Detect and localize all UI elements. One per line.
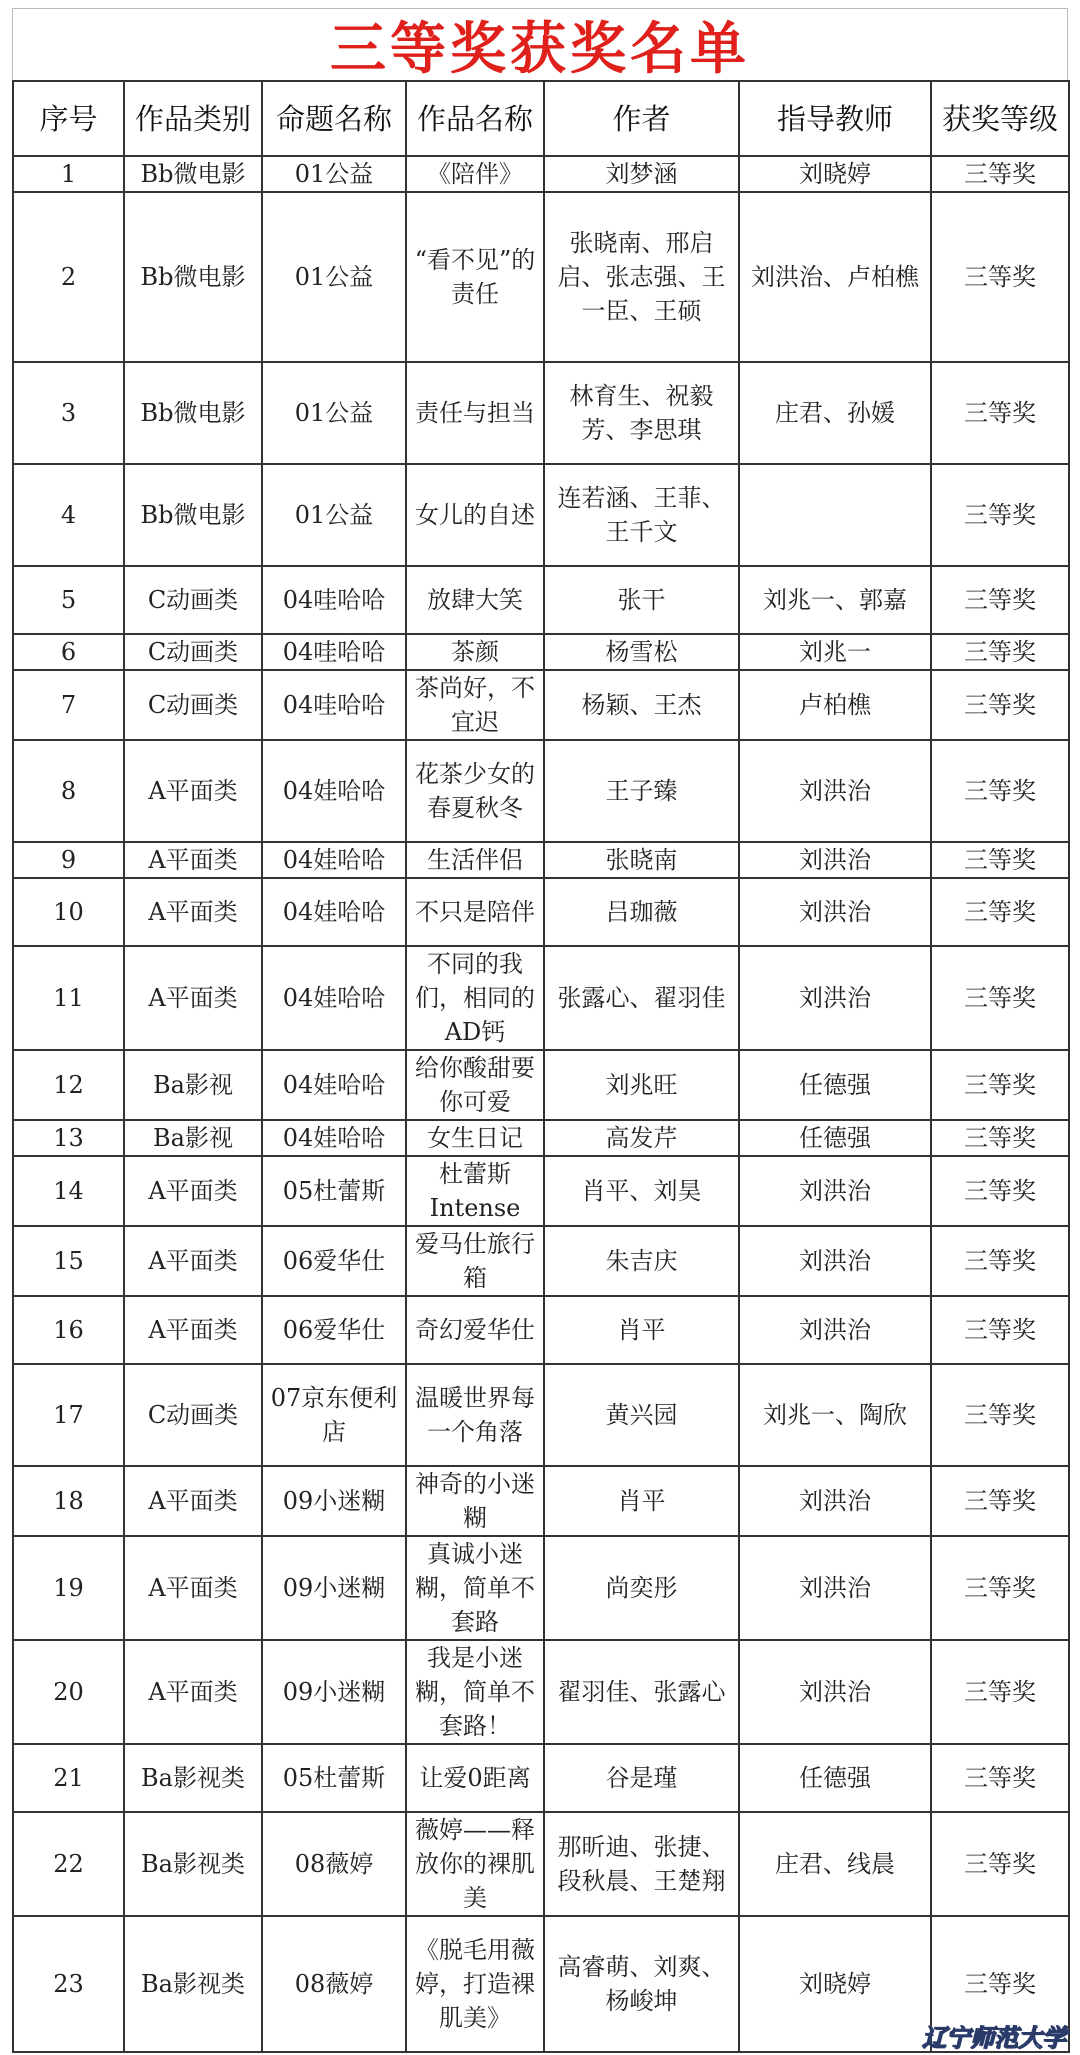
- table-row: [13, 842, 1069, 878]
- cell-level: 三等奖: [931, 566, 1069, 634]
- page-title: 三等奖获奖名单: [12, 8, 1068, 80]
- cell-category: Bb微电影: [124, 192, 262, 362]
- cell-no: 23: [13, 1916, 124, 2052]
- cell-author: 那昕迪、张捷、段秋晨、王楚翔: [544, 1812, 739, 1916]
- table-row: [13, 1812, 1069, 1916]
- table-row: [13, 740, 1069, 842]
- cell-no: 10: [13, 878, 124, 946]
- cell-topic: 04娃哈哈: [262, 1050, 406, 1120]
- cell-level: 三等奖: [931, 740, 1069, 842]
- cell-category: Ba影视类: [124, 1812, 262, 1916]
- cell-level: 三等奖: [931, 1226, 1069, 1296]
- cell-author: 肖平: [544, 1296, 739, 1364]
- cell-topic: 08薇婷: [262, 1916, 406, 2052]
- cell-author: 吕珈薇: [544, 878, 739, 946]
- cell-advisor: 任德强: [739, 1050, 931, 1120]
- cell-work: 放肆大笑: [406, 566, 544, 634]
- cell-topic: 05杜蕾斯: [262, 1744, 406, 1812]
- cell-category: C动画类: [124, 634, 262, 670]
- cell-topic: 09小迷糊: [262, 1536, 406, 1640]
- cell-level: 三等奖: [931, 1120, 1069, 1156]
- cell-category: Ba影视: [124, 1120, 262, 1156]
- cell-no: 13: [13, 1120, 124, 1156]
- cell-no: 19: [13, 1536, 124, 1640]
- cell-level: 三等奖: [931, 842, 1069, 878]
- cell-work: 温暖世界每一个角落: [406, 1364, 544, 1466]
- cell-work: 杜蕾斯Intense: [406, 1156, 544, 1226]
- cell-author: 高发芹: [544, 1120, 739, 1156]
- table-row: [13, 362, 1069, 464]
- cell-topic: 01公益: [262, 156, 406, 192]
- cell-level: 三等奖: [931, 1364, 1069, 1466]
- cell-advisor: 刘洪治: [739, 1296, 931, 1364]
- cell-topic: 01公益: [262, 192, 406, 362]
- cell-topic: 04哇哈哈: [262, 566, 406, 634]
- cell-author: 杨颖、王杰: [544, 670, 739, 740]
- cell-level: 三等奖: [931, 1296, 1069, 1364]
- header-row: [13, 81, 1069, 156]
- cell-advisor: 卢柏樵: [739, 670, 931, 740]
- cell-author: 张晓南: [544, 842, 739, 878]
- cell-work: 花茶少女的春夏秋冬: [406, 740, 544, 842]
- cell-no: 12: [13, 1050, 124, 1120]
- cell-work: 不同的我们，相同的AD钙: [406, 946, 544, 1050]
- cell-advisor: 刘兆一、郭嘉: [739, 566, 931, 634]
- cell-topic: 01公益: [262, 362, 406, 464]
- awards-table: [12, 80, 1070, 2053]
- cell-work: 《脱毛用薇婷，打造裸肌美》: [406, 1916, 544, 2052]
- cell-category: Ba影视类: [124, 1744, 262, 1812]
- cell-author: 高睿萌、刘爽、杨峻坤: [544, 1916, 739, 2052]
- table-row: [13, 1120, 1069, 1156]
- cell-category: Ba影视: [124, 1050, 262, 1120]
- cell-category: C动画类: [124, 1364, 262, 1466]
- cell-author: 连若涵、王菲、王千文: [544, 464, 739, 566]
- cell-topic: 09小迷糊: [262, 1466, 406, 1536]
- cell-topic: 04哇哈哈: [262, 634, 406, 670]
- cell-no: 5: [13, 566, 124, 634]
- cell-topic: 04娃哈哈: [262, 740, 406, 842]
- cell-author: 肖平、刘昊: [544, 1156, 739, 1226]
- header-advisor: 指导教师: [739, 81, 931, 156]
- cell-topic: 04娃哈哈: [262, 878, 406, 946]
- cell-author: 肖平: [544, 1466, 739, 1536]
- cell-topic: 04娃哈哈: [262, 946, 406, 1050]
- cell-category: Bb微电影: [124, 464, 262, 566]
- cell-level: 三等奖: [931, 878, 1069, 946]
- cell-category: A平面类: [124, 878, 262, 946]
- cell-level: 三等奖: [931, 1466, 1069, 1536]
- cell-advisor: 刘兆一、陶欣: [739, 1364, 931, 1466]
- watermark-logo: 辽宁师范大学: [922, 2024, 1066, 2052]
- cell-no: 17: [13, 1364, 124, 1466]
- header-topic: 命题名称: [262, 81, 406, 156]
- cell-work: 女生日记: [406, 1120, 544, 1156]
- cell-advisor: 刘晓婷: [739, 1916, 931, 2052]
- table-row: [13, 1916, 1069, 2052]
- table-row: [13, 670, 1069, 740]
- table-row: [13, 1296, 1069, 1364]
- cell-work: 神奇的小迷糊: [406, 1466, 544, 1536]
- cell-author: 尚奕彤: [544, 1536, 739, 1640]
- table-row: [13, 946, 1069, 1050]
- cell-topic: 08薇婷: [262, 1812, 406, 1916]
- cell-work: 茶颜: [406, 634, 544, 670]
- cell-level: 三等奖: [931, 1916, 1069, 2052]
- cell-level: 三等奖: [931, 362, 1069, 464]
- cell-work: 薇婷——释放你的裸肌美: [406, 1812, 544, 1916]
- cell-author: 谷是瑾: [544, 1744, 739, 1812]
- table-row: [13, 1744, 1069, 1812]
- table-row: [13, 1226, 1069, 1296]
- cell-work: 不只是陪伴: [406, 878, 544, 946]
- cell-author: 刘兆旺: [544, 1050, 739, 1120]
- header-work: 作品名称: [406, 81, 544, 156]
- cell-level: 三等奖: [931, 634, 1069, 670]
- cell-advisor: 刘洪治: [739, 878, 931, 946]
- table-row: [13, 1640, 1069, 1744]
- cell-author: 张露心、翟羽佳: [544, 946, 739, 1050]
- cell-no: 4: [13, 464, 124, 566]
- header-level: 获奖等级: [931, 81, 1069, 156]
- cell-no: 1: [13, 156, 124, 192]
- table-row: [13, 878, 1069, 946]
- cell-advisor: 刘洪治: [739, 1640, 931, 1744]
- cell-level: 三等奖: [931, 464, 1069, 566]
- cell-author: 翟羽佳、张露心: [544, 1640, 739, 1744]
- cell-category: A平面类: [124, 1466, 262, 1536]
- cell-no: 8: [13, 740, 124, 842]
- cell-work: 《陪伴》: [406, 156, 544, 192]
- cell-topic: 07京东便利店: [262, 1364, 406, 1466]
- cell-work: 奇幻爱华仕: [406, 1296, 544, 1364]
- cell-level: 三等奖: [931, 1812, 1069, 1916]
- cell-author: 张干: [544, 566, 739, 634]
- cell-advisor: 刘洪治: [739, 1226, 931, 1296]
- cell-category: A平面类: [124, 1536, 262, 1640]
- table-row: [13, 1466, 1069, 1536]
- cell-category: A平面类: [124, 1226, 262, 1296]
- cell-no: 16: [13, 1296, 124, 1364]
- cell-category: A平面类: [124, 1640, 262, 1744]
- cell-advisor: 刘洪治: [739, 740, 931, 842]
- cell-category: A平面类: [124, 842, 262, 878]
- cell-category: A平面类: [124, 1296, 262, 1364]
- cell-level: 三等奖: [931, 1744, 1069, 1812]
- cell-author: 朱吉庆: [544, 1226, 739, 1296]
- cell-advisor: 任德强: [739, 1744, 931, 1812]
- cell-advisor: 庄君、孙媛: [739, 362, 931, 464]
- cell-level: 三等奖: [931, 1536, 1069, 1640]
- cell-work: 生活伴侣: [406, 842, 544, 878]
- cell-no: 11: [13, 946, 124, 1050]
- cell-topic: 06爱华仕: [262, 1226, 406, 1296]
- cell-work: 给你酸甜要你可爱: [406, 1050, 544, 1120]
- cell-no: 21: [13, 1744, 124, 1812]
- table-row: [13, 192, 1069, 362]
- cell-no: 18: [13, 1466, 124, 1536]
- table-row: [13, 1536, 1069, 1640]
- cell-category: A平面类: [124, 946, 262, 1050]
- cell-topic: 05杜蕾斯: [262, 1156, 406, 1226]
- cell-level: 三等奖: [931, 946, 1069, 1050]
- cell-author: 刘梦涵: [544, 156, 739, 192]
- cell-level: 三等奖: [931, 670, 1069, 740]
- cell-work: 责任与担当: [406, 362, 544, 464]
- cell-level: 三等奖: [931, 1640, 1069, 1744]
- cell-author: 黄兴园: [544, 1364, 739, 1466]
- cell-work: 女儿的自述: [406, 464, 544, 566]
- cell-topic: 04娃哈哈: [262, 1120, 406, 1156]
- cell-topic: 04娃哈哈: [262, 842, 406, 878]
- cell-no: 20: [13, 1640, 124, 1744]
- cell-work: 真诚小迷糊，简单不套路: [406, 1536, 544, 1640]
- cell-category: Bb微电影: [124, 156, 262, 192]
- cell-no: 15: [13, 1226, 124, 1296]
- table-row: [13, 634, 1069, 670]
- cell-no: 7: [13, 670, 124, 740]
- cell-topic: 06爱华仕: [262, 1296, 406, 1364]
- cell-category: Ba影视类: [124, 1916, 262, 2052]
- cell-topic: 04哇哈哈: [262, 670, 406, 740]
- cell-advisor: 庄君、线晨: [739, 1812, 931, 1916]
- table-row: [13, 566, 1069, 634]
- cell-topic: 09小迷糊: [262, 1640, 406, 1744]
- table-row: [13, 1364, 1069, 1466]
- table-row: [13, 156, 1069, 192]
- cell-author: 张晓南、邢启启、张志强、王一臣、王硕: [544, 192, 739, 362]
- cell-topic: 01公益: [262, 464, 406, 566]
- cell-advisor: 刘洪治: [739, 1156, 931, 1226]
- cell-author: 杨雪松: [544, 634, 739, 670]
- cell-category: A平面类: [124, 740, 262, 842]
- cell-work: 让爱0距离: [406, 1744, 544, 1812]
- cell-level: 三等奖: [931, 156, 1069, 192]
- cell-no: 6: [13, 634, 124, 670]
- table-row: [13, 1156, 1069, 1226]
- cell-no: 3: [13, 362, 124, 464]
- cell-no: 2: [13, 192, 124, 362]
- header-category: 作品类别: [124, 81, 262, 156]
- cell-advisor: 任德强: [739, 1120, 931, 1156]
- table-row: [13, 464, 1069, 566]
- cell-level: 三等奖: [931, 192, 1069, 362]
- cell-advisor: 刘洪治: [739, 1466, 931, 1536]
- cell-work: 爱马仕旅行箱: [406, 1226, 544, 1296]
- cell-advisor: 刘洪治: [739, 842, 931, 878]
- cell-advisor: 刘洪治: [739, 946, 931, 1050]
- cell-advisor: 刘兆一: [739, 634, 931, 670]
- cell-work: 我是小迷糊，简单不套路！: [406, 1640, 544, 1744]
- cell-advisor: 刘洪治: [739, 1536, 931, 1640]
- cell-level: 三等奖: [931, 1156, 1069, 1226]
- cell-level: 三等奖: [931, 1050, 1069, 1120]
- cell-category: C动画类: [124, 566, 262, 634]
- cell-category: A平面类: [124, 1156, 262, 1226]
- cell-author: 林育生、祝毅芳、李思琪: [544, 362, 739, 464]
- header-author: 作者: [544, 81, 739, 156]
- cell-advisor: 刘晓婷: [739, 156, 931, 192]
- table-row: [13, 1050, 1069, 1120]
- cell-advisor: 刘洪治、卢柏樵: [739, 192, 931, 362]
- cell-category: C动画类: [124, 670, 262, 740]
- table-body: [13, 156, 1069, 2052]
- cell-no: 14: [13, 1156, 124, 1226]
- cell-no: 9: [13, 842, 124, 878]
- cell-author: 王子臻: [544, 740, 739, 842]
- cell-no: 22: [13, 1812, 124, 1916]
- cell-category: Bb微电影: [124, 362, 262, 464]
- header-no: 序号: [13, 81, 124, 156]
- cell-advisor: [739, 464, 931, 566]
- cell-work: “看不见”的责任: [406, 192, 544, 362]
- cell-work: 茶尚好，不宜迟: [406, 670, 544, 740]
